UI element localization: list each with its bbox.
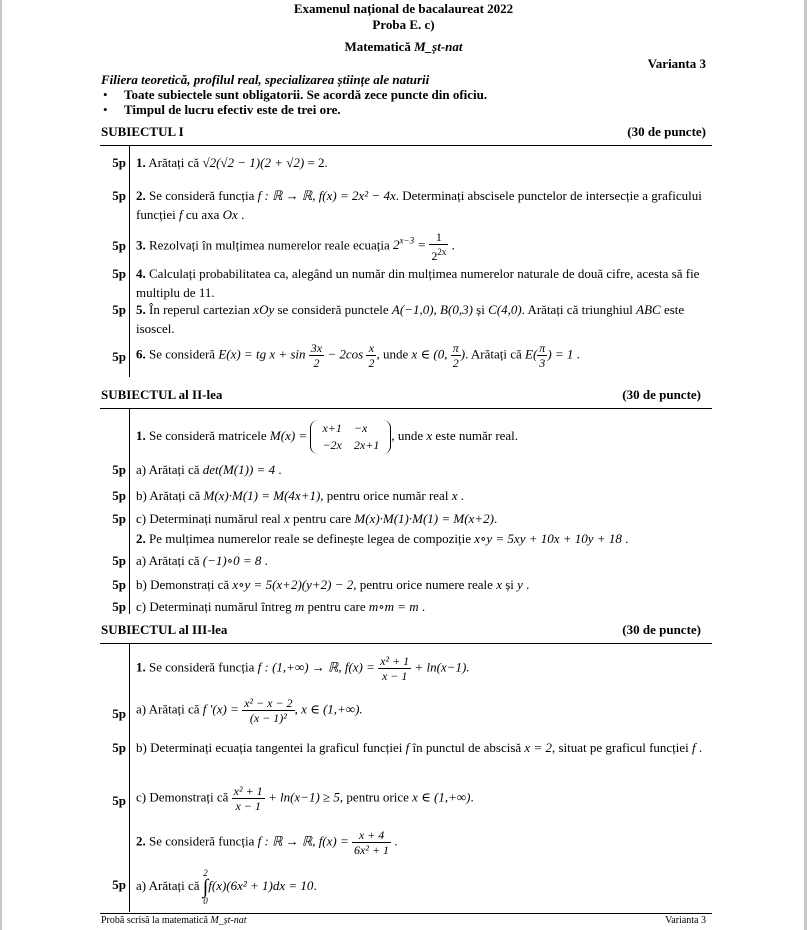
bullet-icon: • (103, 102, 108, 117)
s2-1c: c) Determinați numărul real x pentru care M(x)·M(1)·M(1) = M(x+2). (136, 511, 498, 526)
item-points: 5p (112, 238, 126, 253)
exam-title: Examenul național de bacalaureat 2022 (293, 1, 514, 16)
section-1-points: (30 de puncte) (627, 124, 706, 139)
section-3-title: SUBIECTUL al III-lea (101, 622, 228, 637)
item-points: 5p (112, 706, 126, 721)
item-points: 5p (112, 577, 126, 592)
s3-intro-1: 1. Se consideră funcția f : (1,+∞) → ℝ, f(x) = $\frac{\text{x² + 1}}{x - 1}$ + ln(x−1). (136, 654, 470, 683)
item-points: 5p (112, 266, 126, 281)
matrix: x+1 −x −2x 2x+1 (310, 420, 391, 454)
s2-intro-1: 1. Se consideră matricele M(x) = x+1 −x −2x 2x+1 , unde x este număr real. (136, 421, 519, 452)
item-points: 5p (112, 511, 126, 526)
item-points: 5p (112, 349, 126, 364)
s1-item-6: 6. Se consideră E(x) = tg x + sin $\frac{3x}{2}$ − 2cos $\frac{x}{2}$ , unde x ∈ (0, $\frac{\pi}{2}$ ). Arătați că E( $\frac{\pi}{3}$ ) = 1 . (136, 341, 580, 370)
page-frame-left (0, 0, 2, 930)
footer-rule (100, 913, 712, 914)
footer-right: Varianta 3 (665, 915, 706, 926)
item-points: 5p (112, 188, 126, 203)
s3-intro-2: 2. Se consideră funcția f : ℝ → ℝ, f(x) = $\frac{x + 4}{\text{6x² + 1}}$ . (136, 828, 398, 857)
section-1-rule (100, 145, 712, 146)
s3-1b: b) Determinați ecuația tangentei la graficul funcției f în punctul de abscisă x = 2, situat pe graficul funcției f . (136, 740, 703, 755)
rule-2: Timpul de lucru efectiv este de trei ore. (124, 102, 341, 117)
s2-1a: a) Arătați că det(M(1)) = 4 . (136, 462, 282, 477)
item-points: 5p (112, 155, 126, 170)
item-points: 5p (112, 302, 126, 317)
s2-2b: b) Demonstrați că x∘y = 5(x+2)(y+2) − 2, pentru orice numere reale x și y . (136, 577, 530, 592)
item-points: 5p (112, 553, 126, 568)
exam-variant: Varianta 3 (647, 56, 706, 71)
s3-2a: a) Arătați că 2 ∫ 0f(x)(6x² + 1)dx = 10. (136, 868, 317, 906)
section-1-vline (129, 146, 130, 377)
s1-item-3: 3. Rezolvați în mulțimea numerelor reale ecuația $2^{x-3}$ = $\frac{1}{2^{2x}}$ . (136, 230, 455, 263)
s1-item-4: 4. Calculați probabilitatea ca, alegând un număr din mulțimea numerelor naturale de două cifre, acesta să fie multiplu de 11. (136, 266, 700, 300)
item-points: 5p (112, 462, 126, 477)
item-points: 5p (112, 599, 126, 614)
rule-1: Toate subiectele sunt obligatorii. Se acordă zece puncte din oficiu. (124, 87, 488, 102)
bullet-icon: • (103, 87, 108, 102)
s1-item-2: 2. Se consideră funcția f : ℝ → ℝ, f(x) = 2x² − 4x. Determinați abscisele punctelor de intersecție a graficului funcției f cu axa Ox . (136, 188, 702, 222)
section-1-title: SUBIECTUL I (101, 124, 184, 139)
item-points: 5p (112, 793, 126, 808)
section-3-rule (100, 643, 712, 644)
s2-1b: b) Arătați că M(x)·M(1) = M(4x+1), pentru orice număr real x . (136, 488, 464, 503)
s2-2a: a) Arătați că (−1)∘0 = 8 . (136, 553, 268, 568)
item-points: 5p (112, 488, 126, 503)
item-points: 5p (112, 877, 126, 892)
footer-left: Probă scrisă la matematică M_șt-nat (101, 915, 247, 926)
s3-1a: a) Arătați că f '(x) = $\frac{\text{x² − x − 2}}{\text{(x − 1)²}}$ , x ∈ (1,+∞). (136, 696, 363, 725)
s3-1c: c) Demonstrați că $\frac{\text{x² + 1}}{x - 1}$ + ln(x−1) ≥ 5, pentru orice x ∈ (1,+∞). (136, 784, 474, 813)
exam-proba: Proba E. c) (372, 17, 435, 32)
s2-intro-2: 2. Pe mulțimea numerelor reale se definește legea de compoziție x∘y = 5xy + 10x + 10y + 18 . (136, 531, 629, 546)
section-2-vline (129, 409, 130, 614)
section-2-title: SUBIECTUL al II-lea (101, 387, 223, 402)
exam-subject: Matematică M_șt-nat (344, 39, 463, 54)
s1-item-1: 1. Arătați că √2(√2 − 1)(2 + √2) = 2. (136, 155, 328, 170)
item-points: 5p (112, 740, 126, 755)
s2-2c: c) Determinați numărul întreg m pentru care m∘m = m . (136, 599, 426, 614)
section-3-points: (30 de puncte) (622, 622, 701, 637)
s1-item-5: 5. În reperul cartezian xOy se consideră punctele A(−1,0), B(0,3) și C(4,0). Arătați că triunghiul ABC este isoscel. (136, 302, 685, 336)
section-2-points: (30 de puncte) (622, 387, 701, 402)
section-2-rule (100, 408, 712, 409)
filiera-line: Filiera teoretică, profilul real, specializarea științe ale naturii (101, 72, 430, 87)
section-3-vline (129, 644, 130, 912)
